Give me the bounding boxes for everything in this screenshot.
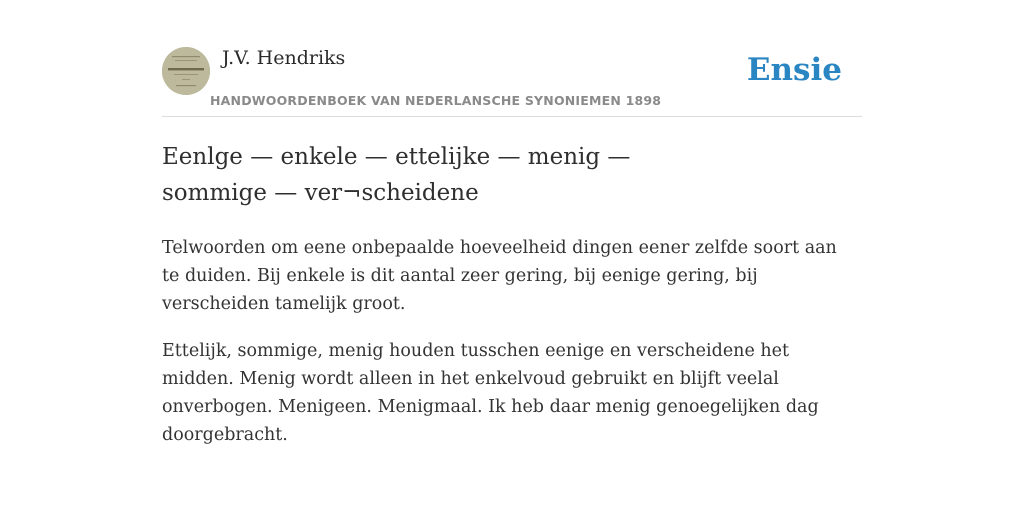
source-title[interactable]: HANDWOORDENBOEK VAN NEDERLANSCHE SYNONIEMEN 1898 (210, 93, 662, 108)
author-name[interactable]: J.V. Hendriks (222, 47, 346, 69)
entry-paragraph: Ettelijk, sommige, menig houden tusschen eenige en verscheidene het midden. Menig wordt alleen in het enkelvoud gebruikt en blijft veelal onverbogen. Menigeen. Menigmaal. Ik heb daar menig genoegelijken dag doorgebracht. (162, 341, 819, 445)
entry-title: Eenlge — enkele — ettelijke — menig — sommige — ver¬scheidene (162, 144, 631, 206)
entry-card (162, 46, 862, 449)
brand-logo[interactable]: Ensie (746, 52, 842, 88)
entry-paragraph: Telwoorden om eene onbepaalde hoeveelheid dingen eener zelfde soort aan te duiden. Bij enkele is dit aantal zeer gering, bij eenige gering, bij verscheiden tamelijk groot. (162, 238, 837, 314)
book-cover-icon (162, 47, 210, 95)
entry-header (162, 46, 862, 117)
book-cover-avatar[interactable] (162, 47, 210, 95)
